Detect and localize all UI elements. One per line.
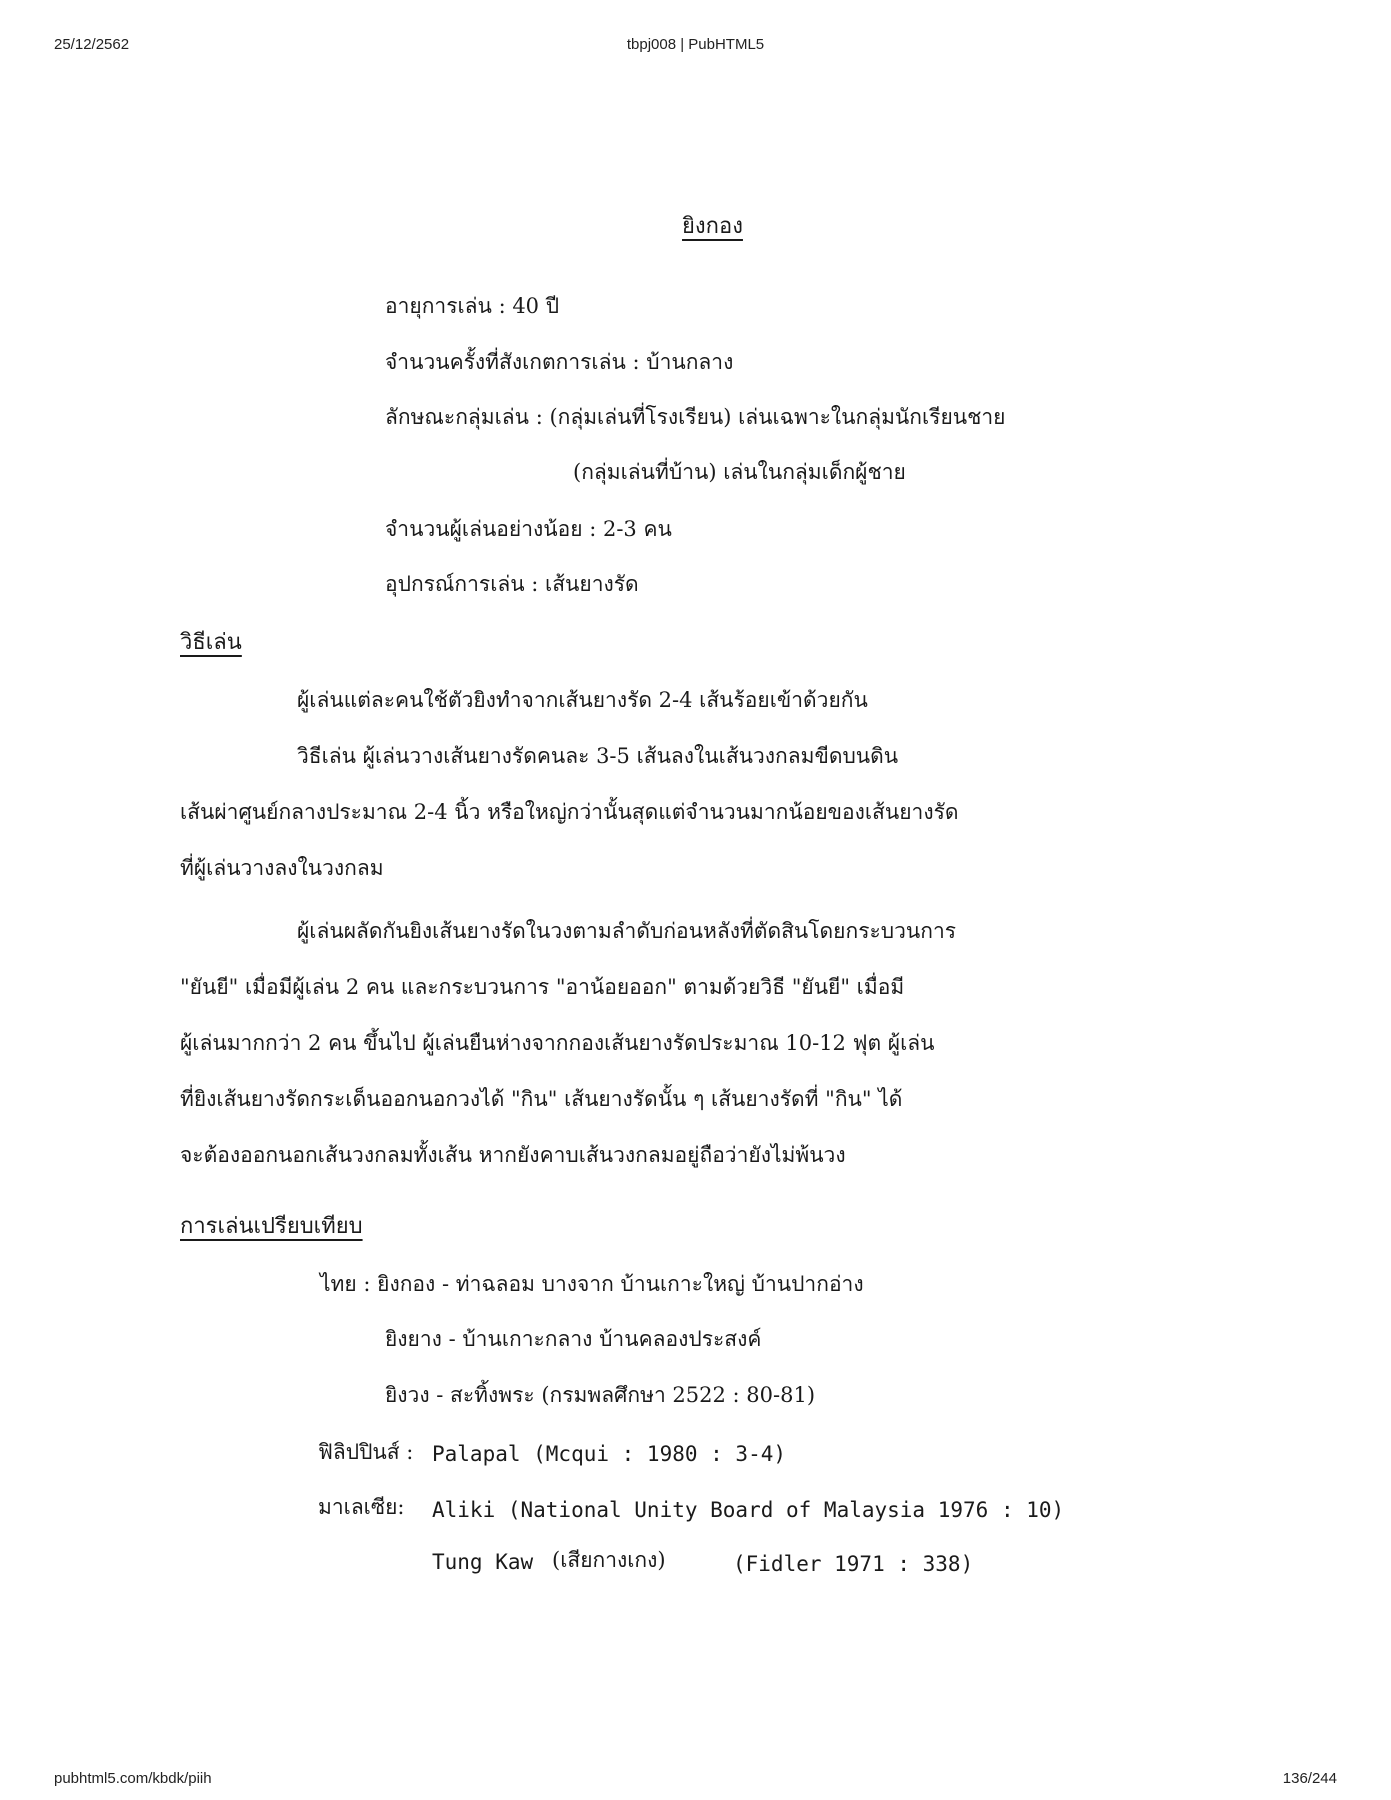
compare-malaysia-2-ref: (Fidler 1971 : 338) — [733, 1552, 974, 1576]
compare-thai-3: ยิงวง - สะทิ้งพระ (กรมพลศึกษา 2522 : 80-81) — [385, 1383, 816, 1407]
compare-thai: ไทย : ยิงกอง - ท่าฉลอม บางจาก บ้านเกาะใหญ่ บ้านปากอ่าง — [320, 1272, 864, 1296]
print-page-counter: 136/244 — [1282, 1770, 1337, 1787]
howto-line: ที่ยิงเส้นยางรัดกระเด็นออกนอกวงได้ "กิน" เส้นยางรัดนั้น ๆ เส้นยางรัดที่ "กิน" ได้ — [180, 1087, 903, 1111]
howto-line: ผู้เล่นมากกว่า 2 คน ขึ้นไป ผู้เล่นยืนห่างจากกองเส้นยางรัดประมาณ 10-12 ฟุต ผู้เล่น — [180, 1031, 935, 1055]
info-group-type: ลักษณะกลุ่มเล่น : (กลุ่มเล่นที่โรงเรียน) เล่นเฉพาะในกลุ่มนักเรียนชาย — [385, 405, 1006, 429]
compare-malaysia-2-thai: (เสียกางเกง) — [552, 1548, 666, 1572]
print-page-title: tbpj008 | PubHTML5 — [626, 36, 765, 53]
howto-line: "ยันยี" เมื่อมีผู้เล่น 2 คน และกระบวนการ "อาน้อยออก" ตามด้วยวิธี "ยันยี" เมื่อมี — [180, 975, 905, 999]
print-url: pubhtml5.com/kbdk/piih — [54, 1770, 212, 1787]
info-play-age: อายุการเล่น : 40 ปี — [385, 294, 560, 318]
compare-heading: การเล่นเปรียบเทียบ — [180, 1214, 363, 1239]
compare-philippines-label: ฟิลิปปินส์ : — [318, 1440, 414, 1464]
howto-line: ผู้เล่นแต่ละคนใช้ตัวยิงทำจากเส้นยางรัด 2-4 เส้นร้อยเข้าด้วยกัน — [297, 688, 868, 712]
info-equipment: อุปกรณ์การเล่น : เส้นยางรัด — [385, 572, 639, 596]
compare-malaysia-ref: Aliki (National Unity Board of Malaysia 1976 : 10) — [432, 1498, 1065, 1522]
info-min-players: จำนวนผู้เล่นอย่างน้อย : 2-3 คน — [385, 517, 672, 541]
compare-malaysia-label: มาเลเซีย: — [318, 1495, 405, 1519]
compare-philippines-ref: Palapal (Mcqui : 1980 : 3-4) — [432, 1442, 787, 1466]
info-group-type-cont: (กลุ่มเล่นที่บ้าน) เล่นในกลุ่มเด็กผู้ชาย — [573, 460, 906, 484]
howto-line: ที่ผู้เล่นวางลงในวงกลม — [180, 856, 384, 880]
print-date: 25/12/2562 — [54, 36, 130, 53]
howto-line: เส้นผ่าศูนย์กลางประมาณ 2-4 นิ้ว หรือใหญ่กว่านั้นสุดแต่จำนวนมากน้อยของเส้นยางรัด — [180, 800, 959, 824]
compare-thai-2: ยิงยาง - บ้านเกาะกลาง บ้านคลองประสงค์ — [385, 1327, 762, 1351]
info-observation: จำนวนครั้งที่สังเกตการเล่น : บ้านกลาง — [385, 350, 734, 374]
howto-line: วิธีเล่น ผู้เล่นวางเส้นยางรัดคนละ 3-5 เส้นลงในเส้นวงกลมขีดบนดิน — [297, 744, 899, 768]
howto-line: จะต้องออกนอกเส้นวงกลมทั้งเส้น หากยังคาบเส้นวงกลมอยู่ถือว่ายังไม่พ้นวง — [180, 1143, 846, 1167]
howto-line: ผู้เล่นผลัดกันยิงเส้นยางรัดในวงตามลำดับก่อนหลังที่ตัดสินโดยกระบวนการ — [297, 919, 957, 943]
howto-heading: วิธีเล่น — [180, 630, 242, 655]
compare-malaysia-2-name: Tung Kaw — [432, 1550, 534, 1574]
document-title: ยิงกอง — [682, 214, 743, 239]
